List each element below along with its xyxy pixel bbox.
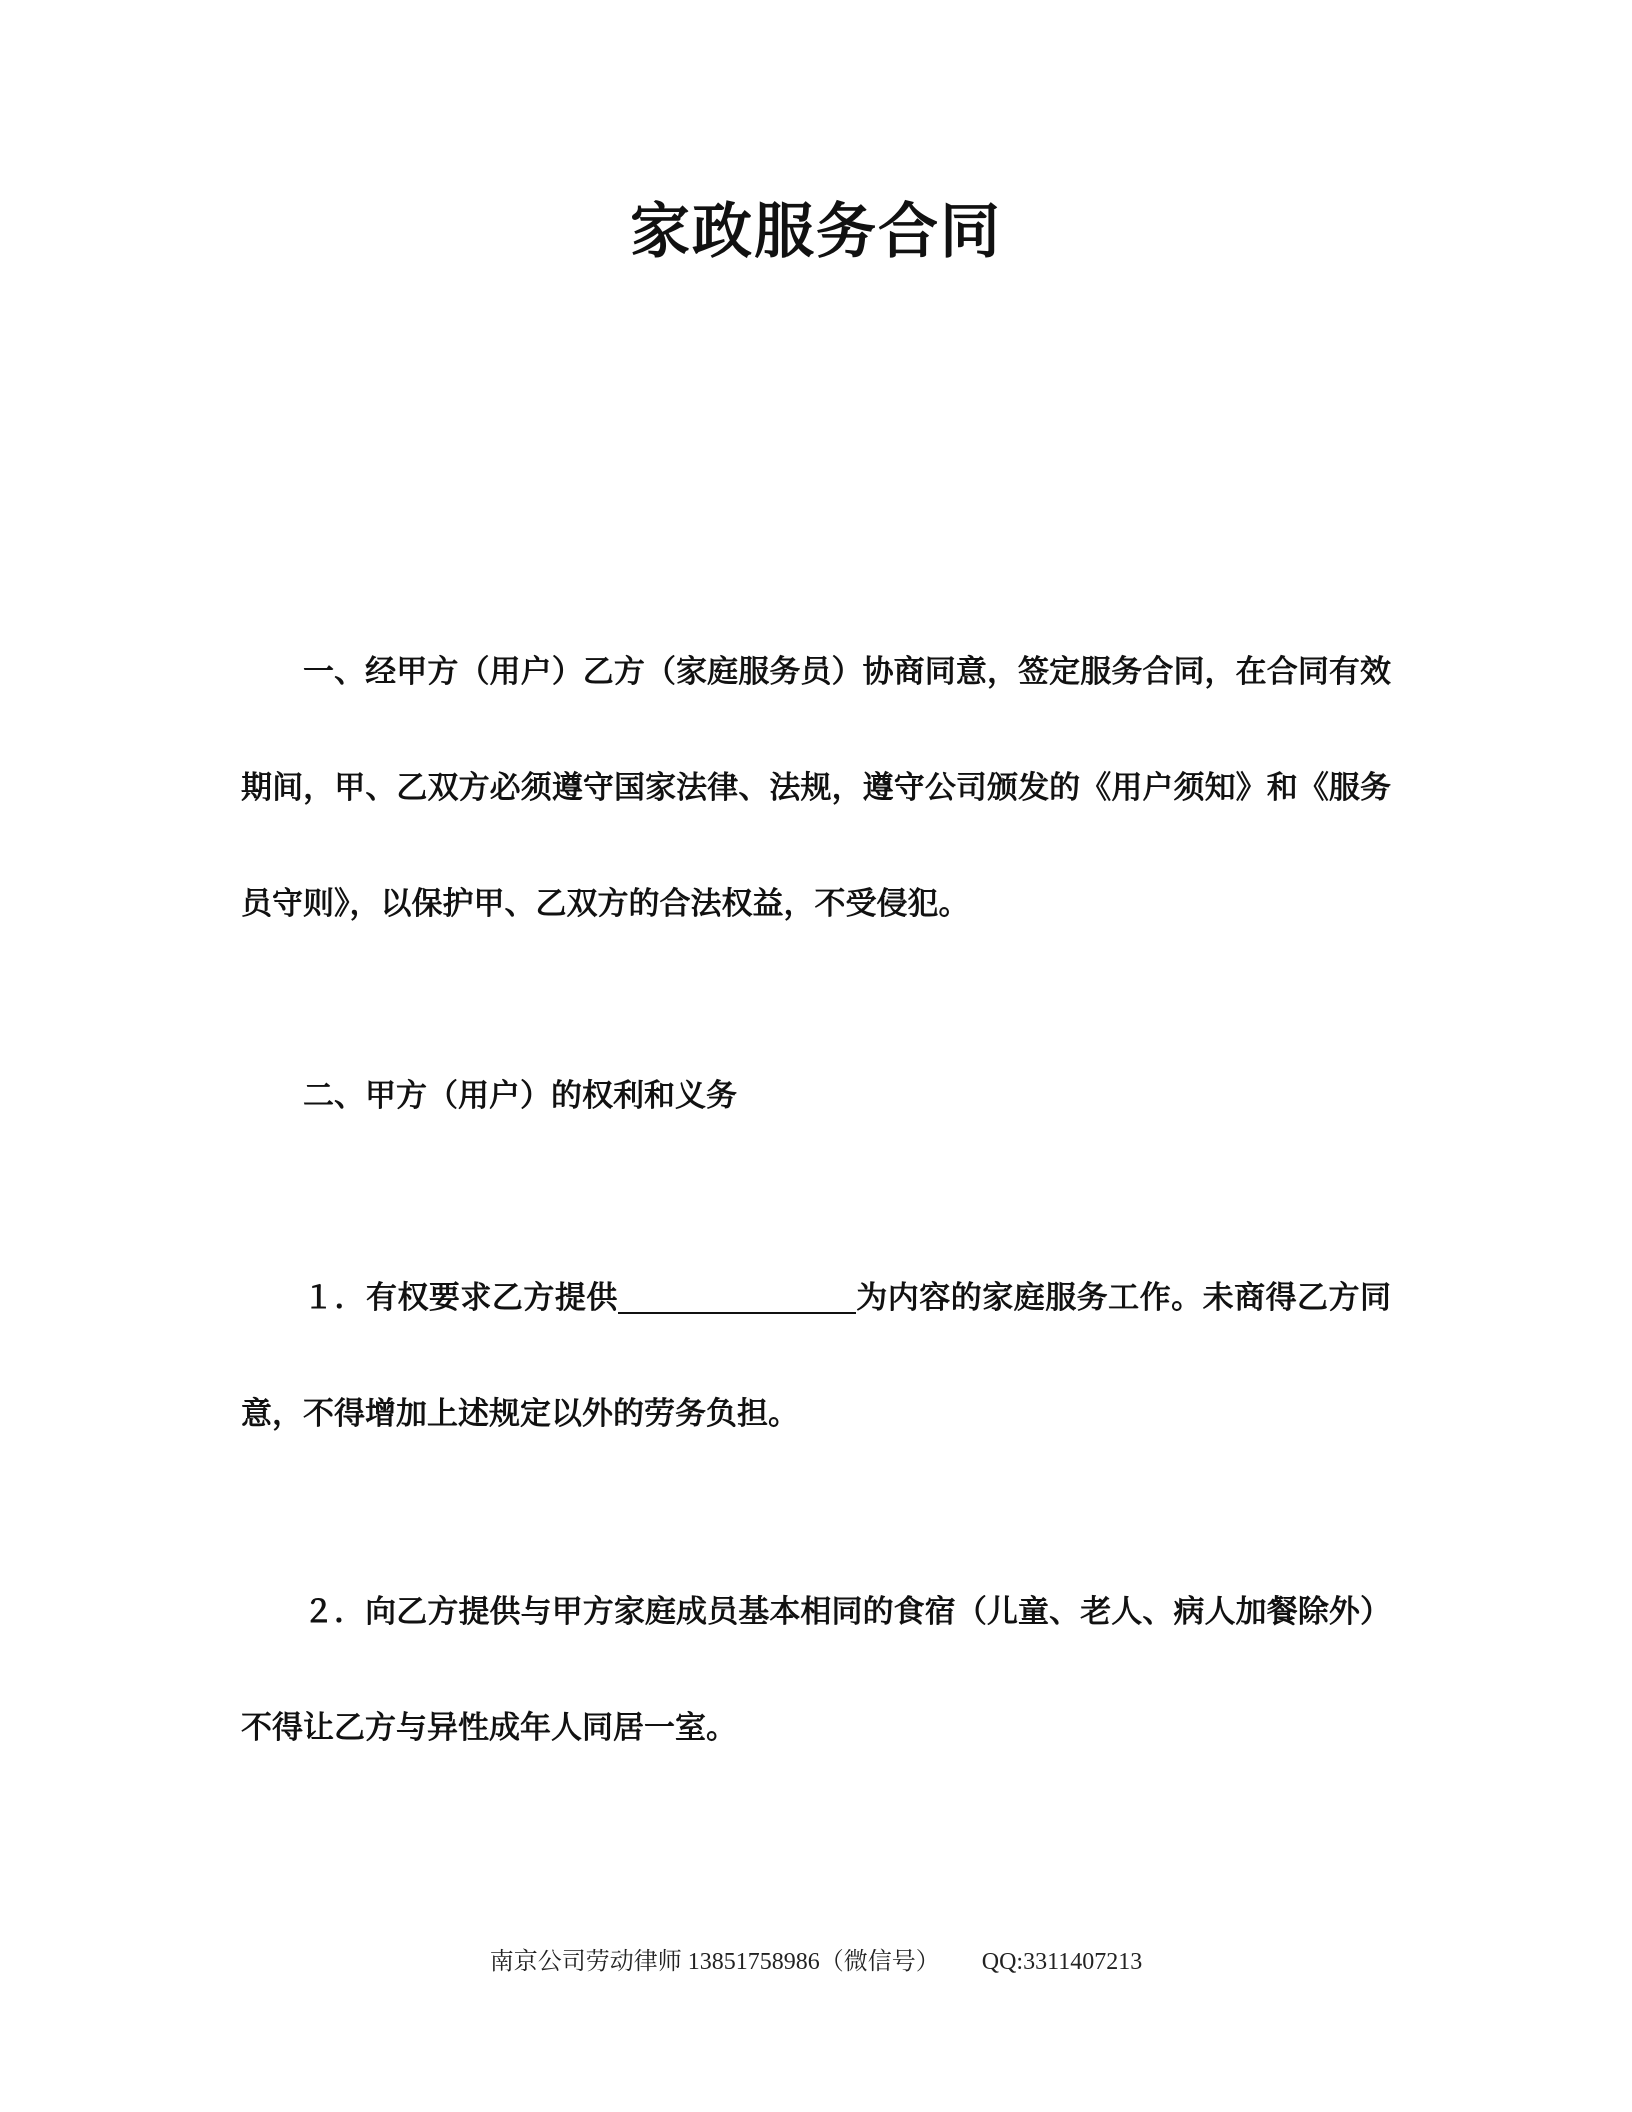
item-1-text-before: １．有权要求乙方提供 [303,1280,618,1316]
clause-1-paragraph: 一、经甲方（用户）乙方（家庭服务员）协商同意，签定服务合同，在合同有效期间，甲、乙双方必须遵守国家法律、法规，遵守公司颁发的《用户须知》和《服务员守则》，以保护甲、乙双方的合法权益，不受侵犯。 [241,654,1391,922]
footer-qq: QQ:3311407213 [981,1949,1143,1975]
clause-2-heading: 二、甲方（用户）的权利和义务 [303,1078,737,1114]
item-1-paragraph [241,1240,1391,1472]
item-1-text-after: 为内容的家庭服务工作。未商得乙方同意，不得增加上述规定以外的劳务负担。 [241,1280,1392,1432]
page-footer [0,1946,1632,1978]
document-title: 家政服务合同 [630,197,1002,267]
footer-contact: 南京公司劳动律师 13851758986（微信号） [489,1949,940,1975]
item-2-paragraph: ２．向乙方提供与甲方家庭成员基本相同的食宿（儿童、老人、病人加餐除外）不得让乙方与异性成年人同居一室。 [241,1594,1391,1746]
fill-in-blank-line [618,1282,856,1314]
